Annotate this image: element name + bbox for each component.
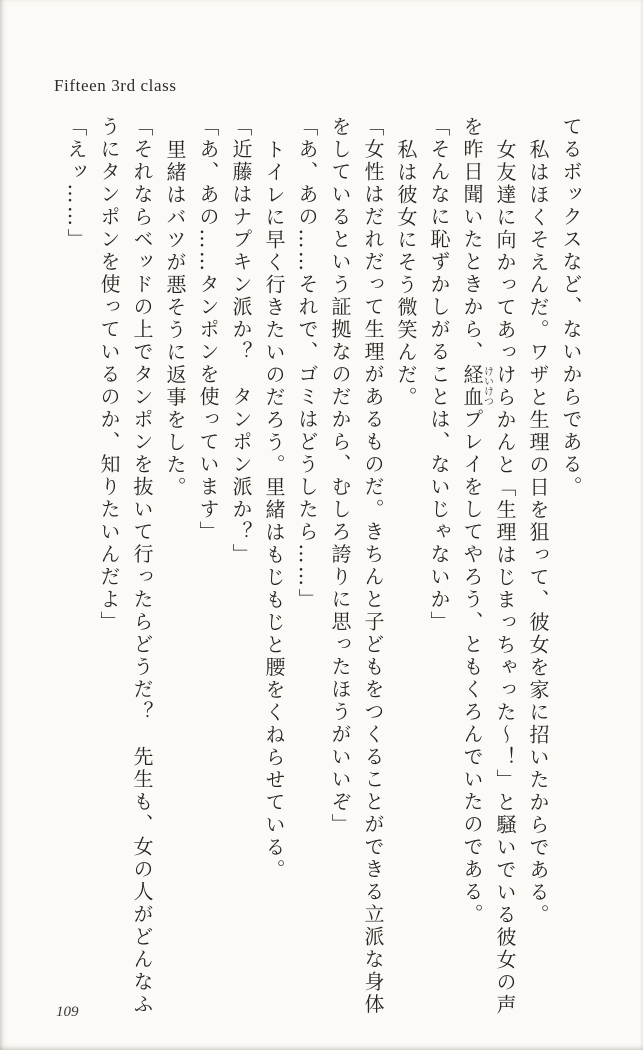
page-number: 109 bbox=[56, 1004, 79, 1020]
paragraph: 「女性はだれだって生理があるものだ。きちんと子どもをつくることができる立派な身体をしているという証拠なのだから、むしろ誇りに思ったほうがいいぞ」 bbox=[328, 116, 385, 1016]
paragraph: 私はほくそえんだ。ワザと生理の日を狙って、彼女を家に招いたからである。 bbox=[526, 138, 550, 926]
paragraph: トイレに早く行きたいのだろう。里緒はもじもじと腰をくねらせている。 bbox=[262, 138, 286, 881]
paragraph: てるボックスなど、ないからである。 bbox=[559, 116, 583, 499]
text-columns bbox=[59, 116, 587, 1018]
furigana-reading: けいけつ bbox=[481, 363, 493, 409]
paragraph: 「それならベッドの上でタンポンを抜いて行ったらどうだ？ 先生も、女の人がどんなふうにタンポンを使っているのか、知りたいんだよ」 bbox=[97, 116, 154, 1016]
paragraph: 里緒はバツが悪そうに返事をした。 bbox=[163, 138, 187, 499]
paragraph: 私は彼女にそう微笑んだ。 bbox=[394, 138, 418, 409]
furigana-term: 経血けいけつ bbox=[460, 363, 493, 409]
running-header: Fifteen 3rd class bbox=[54, 76, 177, 95]
paragraph: 「あ、あの……タンポンを使っています」 bbox=[196, 116, 220, 544]
paragraph: 「そんなに恥ずかしがることは、ないじゃないか」 bbox=[427, 116, 451, 634]
paragraph: 「えッ……」 bbox=[64, 116, 88, 251]
paragraph: 「あ、あの……それで、ゴミはどうしたら……」 bbox=[295, 116, 319, 611]
paragraph: 「近藤はナプキン派か？ タンポン派か？」 bbox=[229, 116, 253, 566]
paragraph: 女友達に向かってあっけらかんと「生理はじまっちゃった～！」と騒いでいる彼女の声を昨日聞いたときから、経血けいけつプレイをしてやろう、ともくろんでいたのである。 bbox=[460, 116, 517, 1016]
